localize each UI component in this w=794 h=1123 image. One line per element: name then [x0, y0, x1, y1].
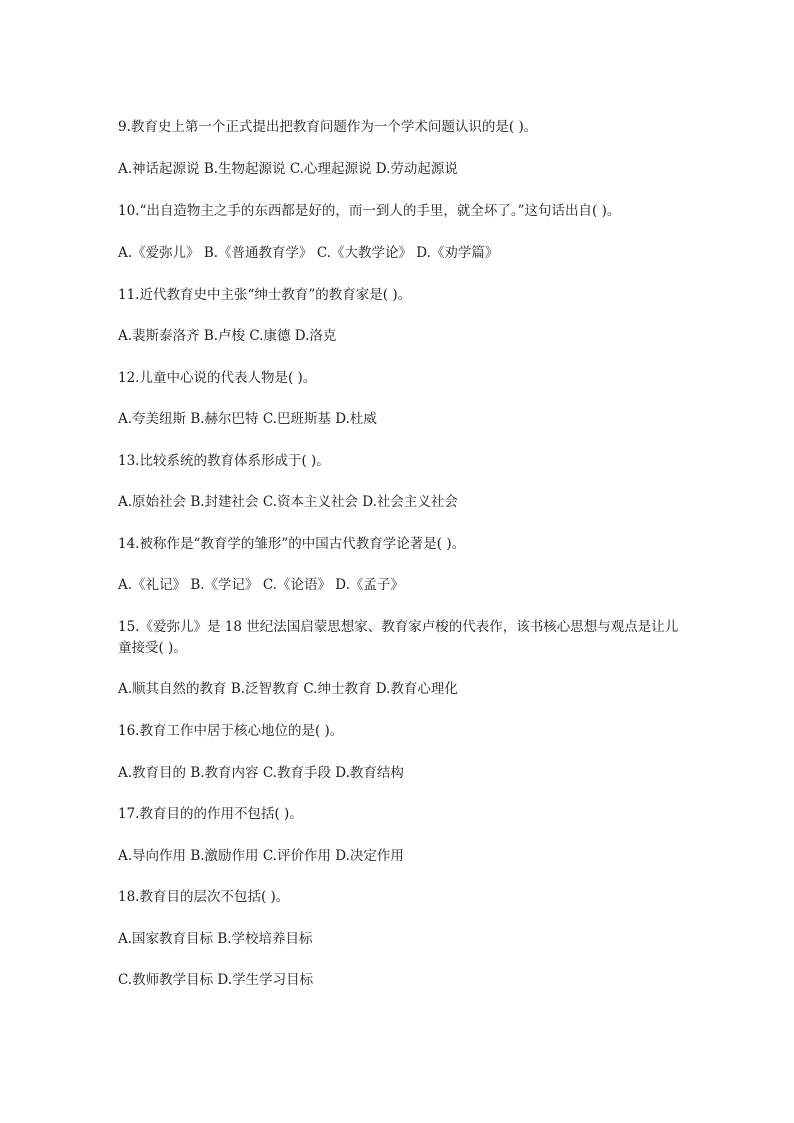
question-16-options: A.教育目的 B.教育内容 C.教育手段 D.教育结构: [118, 765, 404, 781]
question-17-options: A.导向作用 B.激励作用 C.评价作用 D.决定作用: [118, 848, 404, 864]
question-11-options: A.裴斯泰洛齐 B.卢梭 C.康德 D.洛克: [118, 328, 337, 344]
question-18-stem: 18.教育目的层次不包括( )。: [118, 889, 290, 905]
question-14-stem: 14.被称作是“教育学的雏形”的中国古代教育学论著是( )。: [118, 536, 466, 552]
question-16-stem: 16.教育工作中居于核心地位的是( )。: [118, 723, 344, 739]
question-15-stem: 15.《爱弥儿》是 18 世纪法国启蒙思想家、教育家卢梭的代表作，该书核心思想与观点是让儿童接受( )。: [118, 619, 679, 656]
question-12-stem: 12.儿童中心说的代表人物是( )。: [118, 370, 317, 386]
question-10-stem: 10.“出自造物主之手的东西都是好的，而一到人的手里，就全坏了。”这句话出自( )。: [118, 203, 621, 219]
question-13-stem: 13.比较系统的教育体系形成于( )。: [118, 453, 330, 469]
question-11-stem: 11.近代教育史中主张“绅士教育”的教育家是( )。: [118, 287, 412, 303]
question-18-options: A.国家教育目标 B.学校培养目标: [118, 931, 313, 947]
question-9-options: A.神话起源说 B.生物起源说 C.心理起源说 D.劳动起源说: [118, 161, 458, 177]
question-15-options: A.顺其自然的教育 B.泛智教育 C.绅士教育 D.教育心理化: [118, 681, 458, 697]
question-18-options-line2: C.教师教学目标 D.学生学习目标: [118, 972, 314, 988]
question-12-options: A.夸美纽斯 B.赫尔巴特 C.巴班斯基 D.杜威: [118, 411, 377, 427]
question-9-stem: 9.教育史上第一个正式提出把教育问题作为一个学术问题认识的是( )。: [118, 119, 538, 135]
question-17-stem: 17.教育目的的作用不包括( )。: [118, 806, 303, 822]
question-10-options: A.《爱弥儿》 B.《普通教育学》 C.《大教学论》 D.《劝学篇》: [118, 245, 499, 261]
question-14-options: A.《礼记》 B.《学记》 C.《论语》 D.《孟子》: [118, 577, 404, 593]
question-13-options: A.原始社会 B.封建社会 C.资本主义社会 D.社会主义社会: [118, 494, 458, 510]
